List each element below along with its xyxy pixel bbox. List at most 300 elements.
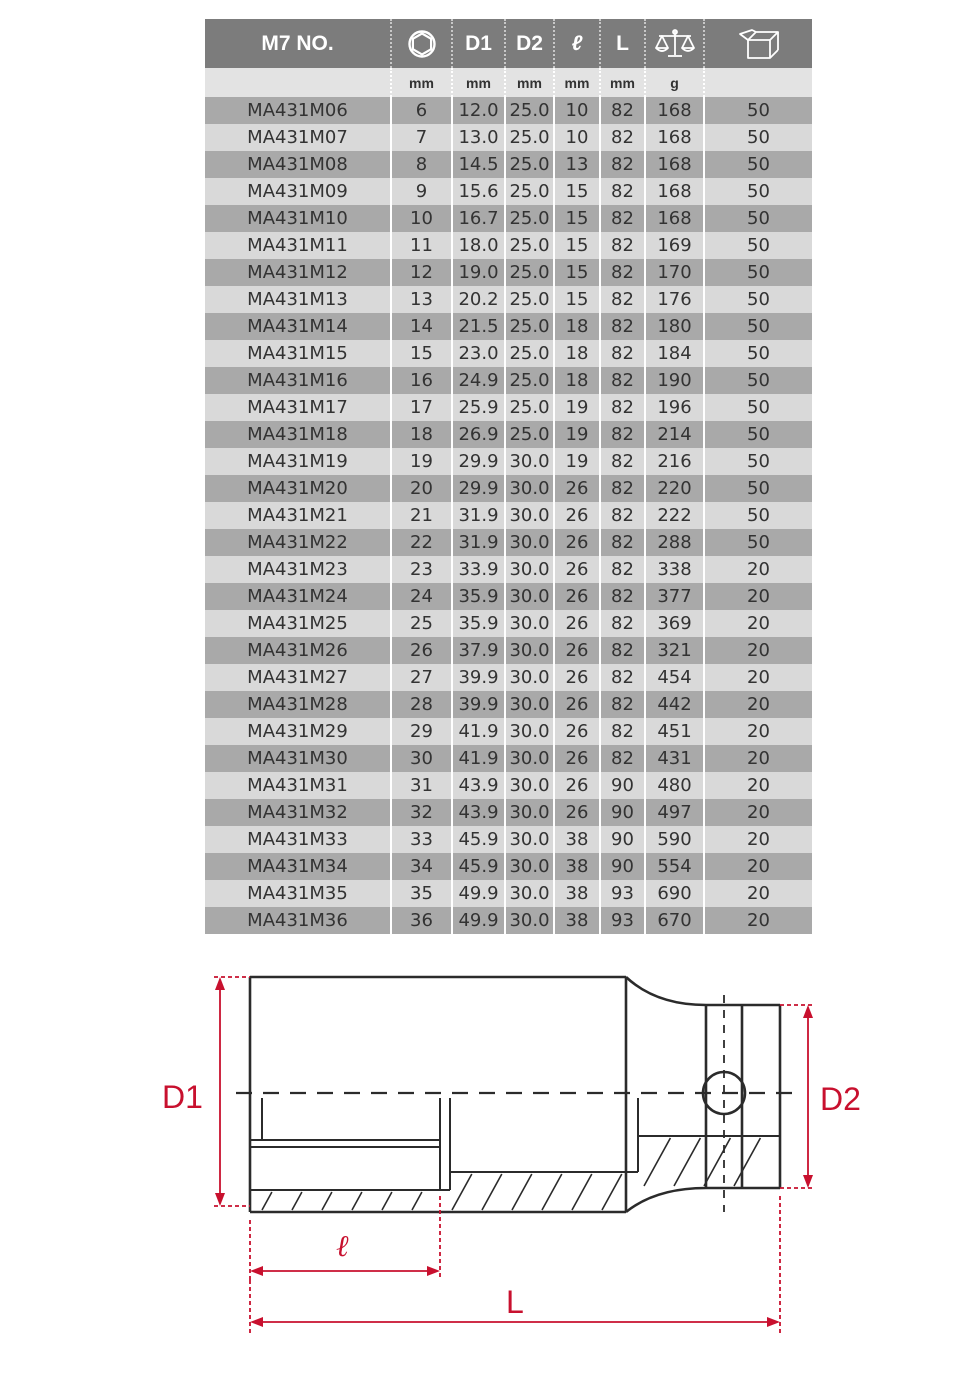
cell-box: 50 [704, 475, 812, 502]
cell-d2: 30.0 [505, 448, 554, 475]
dimension-d1 [214, 977, 250, 1206]
cell-weight: 168 [645, 97, 704, 124]
cell-hex: 29 [391, 718, 452, 745]
table-row [205, 232, 812, 259]
cell-length: 82 [600, 691, 645, 718]
dimension-d2 [780, 1005, 814, 1188]
hatch-line [382, 1192, 392, 1210]
unit-weight: g [645, 68, 704, 97]
table-row [205, 475, 812, 502]
table-row [205, 637, 812, 664]
cell-box: 20 [704, 799, 812, 826]
cell-d1: 43.9 [452, 772, 505, 799]
cell-model: MA431M13 [205, 286, 391, 313]
cell-weight: 190 [645, 367, 704, 394]
cell-box: 50 [704, 367, 812, 394]
cell-depth: 18 [554, 313, 600, 340]
cell-hex: 26 [391, 637, 452, 664]
table-row [205, 151, 812, 178]
cell-weight: 369 [645, 610, 704, 637]
cell-hex: 36 [391, 907, 452, 934]
cell-d1: 16.7 [452, 205, 505, 232]
cell-weight: 216 [645, 448, 704, 475]
cell-model: MA431M06 [205, 97, 391, 124]
cell-d1: 19.0 [452, 259, 505, 286]
table-row [205, 367, 812, 394]
cell-box: 20 [704, 880, 812, 907]
cell-depth: 38 [554, 826, 600, 853]
cell-weight: 220 [645, 475, 704, 502]
cell-model: MA431M08 [205, 151, 391, 178]
table-units-row [205, 68, 812, 97]
cell-d2: 25.0 [505, 205, 554, 232]
header-d1: D1 [452, 19, 505, 68]
cell-d1: 33.9 [452, 556, 505, 583]
cell-weight: 180 [645, 313, 704, 340]
cell-length: 82 [600, 637, 645, 664]
cell-box: 20 [704, 826, 812, 853]
cell-depth: 26 [554, 610, 600, 637]
cell-d1: 26.9 [452, 421, 505, 448]
cell-d2: 30.0 [505, 880, 554, 907]
cell-box: 50 [704, 313, 812, 340]
cell-hex: 20 [391, 475, 452, 502]
cell-weight: 497 [645, 799, 704, 826]
cell-model: MA431M20 [205, 475, 391, 502]
cell-weight: 670 [645, 907, 704, 934]
cell-depth: 19 [554, 448, 600, 475]
cell-hex: 34 [391, 853, 452, 880]
cell-d1: 31.9 [452, 529, 505, 556]
hatch-line [674, 1138, 700, 1186]
table-row [205, 880, 812, 907]
label-d2: D2 [820, 1081, 861, 1117]
cell-length: 82 [600, 259, 645, 286]
cell-depth: 26 [554, 556, 600, 583]
cell-d1: 29.9 [452, 448, 505, 475]
cell-hex: 24 [391, 583, 452, 610]
cell-d2: 30.0 [505, 556, 554, 583]
cell-hex: 23 [391, 556, 452, 583]
cell-model: MA431M07 [205, 124, 391, 151]
cell-d1: 21.5 [452, 313, 505, 340]
hatch-line [322, 1192, 332, 1210]
cell-depth: 26 [554, 475, 600, 502]
cell-length: 90 [600, 772, 645, 799]
cell-d2: 30.0 [505, 745, 554, 772]
cell-model: MA431M23 [205, 556, 391, 583]
table-row [205, 853, 812, 880]
cell-d1: 35.9 [452, 610, 505, 637]
cell-weight: 480 [645, 772, 704, 799]
cell-hex: 28 [391, 691, 452, 718]
cell-length: 90 [600, 853, 645, 880]
table-row [205, 394, 812, 421]
cell-box: 20 [704, 907, 812, 934]
cell-length: 82 [600, 610, 645, 637]
cell-model: MA431M12 [205, 259, 391, 286]
cell-model: MA431M10 [205, 205, 391, 232]
cell-depth: 38 [554, 853, 600, 880]
cell-hex: 27 [391, 664, 452, 691]
hatch-line [452, 1174, 472, 1210]
cell-weight: 168 [645, 205, 704, 232]
cell-weight: 168 [645, 124, 704, 151]
cell-model: MA431M22 [205, 529, 391, 556]
cell-d1: 18.0 [452, 232, 505, 259]
cell-length: 82 [600, 367, 645, 394]
cell-model: MA431M29 [205, 718, 391, 745]
cell-hex: 18 [391, 421, 452, 448]
cell-model: MA431M24 [205, 583, 391, 610]
hatch-line [512, 1174, 532, 1210]
cell-d2: 25.0 [505, 340, 554, 367]
cell-depth: 18 [554, 340, 600, 367]
table-row [205, 448, 812, 475]
label-length: L [506, 1284, 524, 1320]
cell-weight: 214 [645, 421, 704, 448]
table-row [205, 313, 812, 340]
box-quantity-icon [736, 28, 782, 60]
cell-length: 93 [600, 880, 645, 907]
cell-length: 82 [600, 556, 645, 583]
cell-box: 50 [704, 502, 812, 529]
section-hatching [262, 1138, 760, 1210]
cell-length: 82 [600, 448, 645, 475]
cell-hex: 19 [391, 448, 452, 475]
cell-d2: 30.0 [505, 772, 554, 799]
cell-hex: 25 [391, 610, 452, 637]
table-row [205, 259, 812, 286]
cell-hex: 32 [391, 799, 452, 826]
hatch-line [482, 1174, 502, 1210]
cell-d2: 30.0 [505, 718, 554, 745]
cell-length: 82 [600, 340, 645, 367]
cell-model: MA431M09 [205, 178, 391, 205]
cell-d2: 30.0 [505, 610, 554, 637]
cell-d2: 25.0 [505, 151, 554, 178]
cell-d1: 31.9 [452, 502, 505, 529]
cell-box: 20 [704, 610, 812, 637]
cell-d1: 41.9 [452, 718, 505, 745]
table-row [205, 124, 812, 151]
cell-d1: 35.9 [452, 583, 505, 610]
cell-depth: 26 [554, 718, 600, 745]
socket-spec-table [205, 19, 812, 934]
cell-box: 50 [704, 286, 812, 313]
cell-d2: 25.0 [505, 124, 554, 151]
cell-d1: 49.9 [452, 880, 505, 907]
hatch-line [352, 1192, 362, 1210]
cell-weight: 338 [645, 556, 704, 583]
cell-d1: 49.9 [452, 907, 505, 934]
cell-d2: 30.0 [505, 691, 554, 718]
cell-d2: 30.0 [505, 799, 554, 826]
cell-depth: 26 [554, 799, 600, 826]
cell-weight: 431 [645, 745, 704, 772]
table-row [205, 664, 812, 691]
cell-model: MA431M11 [205, 232, 391, 259]
cell-box: 20 [704, 772, 812, 799]
hatch-line [602, 1174, 622, 1210]
hatch-line [734, 1138, 760, 1186]
hatch-line [412, 1192, 422, 1210]
table-row [205, 691, 812, 718]
cell-depth: 15 [554, 286, 600, 313]
cell-hex: 9 [391, 178, 452, 205]
cell-d2: 30.0 [505, 529, 554, 556]
cell-depth: 26 [554, 637, 600, 664]
hatch-line [704, 1138, 730, 1186]
cell-box: 20 [704, 583, 812, 610]
cell-hex: 8 [391, 151, 452, 178]
cell-box: 50 [704, 340, 812, 367]
socket-outline [250, 977, 780, 1212]
cell-depth: 38 [554, 907, 600, 934]
cell-d2: 25.0 [505, 178, 554, 205]
socket-cross-section-diagram [0, 950, 980, 1370]
cell-hex: 35 [391, 880, 452, 907]
unit-d2: mm [505, 68, 554, 97]
header-d2: D2 [505, 19, 554, 68]
cell-box: 50 [704, 232, 812, 259]
cell-hex: 6 [391, 97, 452, 124]
cell-weight: 554 [645, 853, 704, 880]
header-depth: ℓ [554, 19, 600, 68]
cell-weight: 169 [645, 232, 704, 259]
cell-length: 82 [600, 97, 645, 124]
unit-model [205, 68, 391, 97]
cell-d2: 30.0 [505, 637, 554, 664]
cell-d1: 15.6 [452, 178, 505, 205]
cell-model: MA431M21 [205, 502, 391, 529]
cell-length: 90 [600, 826, 645, 853]
cell-model: MA431M36 [205, 907, 391, 934]
hatch-line [262, 1192, 272, 1210]
cell-depth: 26 [554, 772, 600, 799]
table-row [205, 610, 812, 637]
table-row [205, 340, 812, 367]
table-row [205, 178, 812, 205]
header-weight [645, 19, 704, 68]
header-hex-size [391, 19, 452, 68]
cell-d1: 23.0 [452, 340, 505, 367]
cell-weight: 196 [645, 394, 704, 421]
cell-hex: 10 [391, 205, 452, 232]
cell-d2: 25.0 [505, 313, 554, 340]
cell-length: 82 [600, 664, 645, 691]
cell-d2: 30.0 [505, 853, 554, 880]
table-row [205, 286, 812, 313]
cell-weight: 451 [645, 718, 704, 745]
cell-length: 82 [600, 205, 645, 232]
cell-d2: 25.0 [505, 421, 554, 448]
cell-hex: 22 [391, 529, 452, 556]
cell-weight: 168 [645, 151, 704, 178]
label-depth: ℓ [336, 1229, 349, 1264]
cell-length: 82 [600, 286, 645, 313]
cell-box: 20 [704, 637, 812, 664]
cell-length: 82 [600, 502, 645, 529]
cell-d2: 25.0 [505, 97, 554, 124]
cell-length: 82 [600, 313, 645, 340]
cell-box: 20 [704, 745, 812, 772]
cell-model: MA431M35 [205, 880, 391, 907]
table-row [205, 826, 812, 853]
header-model-number: M7 NO. [205, 19, 391, 68]
header-box-quantity [704, 19, 812, 68]
cell-model: MA431M25 [205, 610, 391, 637]
cell-d1: 39.9 [452, 664, 505, 691]
cell-box: 50 [704, 421, 812, 448]
cell-length: 82 [600, 745, 645, 772]
hatch-line [572, 1174, 592, 1210]
cell-box: 20 [704, 853, 812, 880]
cell-depth: 19 [554, 394, 600, 421]
cell-model: MA431M34 [205, 853, 391, 880]
cell-length: 90 [600, 799, 645, 826]
cell-model: MA431M33 [205, 826, 391, 853]
cell-d1: 12.0 [452, 97, 505, 124]
cell-model: MA431M17 [205, 394, 391, 421]
cell-model: MA431M28 [205, 691, 391, 718]
cell-d2: 30.0 [505, 826, 554, 853]
cell-box: 20 [704, 556, 812, 583]
cell-box: 20 [704, 691, 812, 718]
cell-model: MA431M14 [205, 313, 391, 340]
cell-model: MA431M27 [205, 664, 391, 691]
cell-weight: 288 [645, 529, 704, 556]
cell-d2: 25.0 [505, 259, 554, 286]
cell-d2: 25.0 [505, 286, 554, 313]
cell-length: 82 [600, 421, 645, 448]
cell-model: MA431M30 [205, 745, 391, 772]
cell-d1: 45.9 [452, 826, 505, 853]
cell-d1: 20.2 [452, 286, 505, 313]
cell-box: 50 [704, 124, 812, 151]
cell-box: 50 [704, 259, 812, 286]
cell-hex: 13 [391, 286, 452, 313]
cell-box: 50 [704, 151, 812, 178]
table-row [205, 421, 812, 448]
hatch-line [292, 1192, 302, 1210]
cell-weight: 454 [645, 664, 704, 691]
cell-model: MA431M15 [205, 340, 391, 367]
hatch-line [542, 1174, 562, 1210]
table-row [205, 772, 812, 799]
cell-depth: 26 [554, 664, 600, 691]
header-length: L [600, 19, 645, 68]
cell-depth: 18 [554, 367, 600, 394]
cell-d1: 43.9 [452, 799, 505, 826]
cell-hex: 21 [391, 502, 452, 529]
cell-box: 50 [704, 205, 812, 232]
table-row [205, 583, 812, 610]
cell-d2: 30.0 [505, 664, 554, 691]
cell-length: 82 [600, 718, 645, 745]
cell-length: 82 [600, 529, 645, 556]
cell-d1: 13.0 [452, 124, 505, 151]
cell-hex: 14 [391, 313, 452, 340]
cell-length: 82 [600, 583, 645, 610]
cell-depth: 26 [554, 502, 600, 529]
cell-depth: 13 [554, 151, 600, 178]
table-row [205, 529, 812, 556]
cell-model: MA431M32 [205, 799, 391, 826]
cell-box: 50 [704, 97, 812, 124]
cell-length: 82 [600, 124, 645, 151]
cell-d1: 24.9 [452, 367, 505, 394]
cell-d1: 45.9 [452, 853, 505, 880]
cell-box: 50 [704, 529, 812, 556]
table-row [205, 502, 812, 529]
cell-depth: 15 [554, 205, 600, 232]
cell-depth: 10 [554, 124, 600, 151]
cell-depth: 19 [554, 421, 600, 448]
cell-length: 82 [600, 151, 645, 178]
cell-hex: 17 [391, 394, 452, 421]
label-d1: D1 [162, 1079, 203, 1115]
cell-depth: 15 [554, 259, 600, 286]
cell-weight: 170 [645, 259, 704, 286]
cell-d2: 30.0 [505, 475, 554, 502]
cell-length: 82 [600, 475, 645, 502]
cell-hex: 31 [391, 772, 452, 799]
cell-model: MA431M16 [205, 367, 391, 394]
cell-weight: 321 [645, 637, 704, 664]
cell-weight: 176 [645, 286, 704, 313]
cell-depth: 26 [554, 745, 600, 772]
cell-box: 20 [704, 718, 812, 745]
cell-hex: 15 [391, 340, 452, 367]
cell-d2: 25.0 [505, 367, 554, 394]
table-row [205, 799, 812, 826]
cell-box: 50 [704, 448, 812, 475]
table-row [205, 907, 812, 934]
cell-d2: 25.0 [505, 394, 554, 421]
table-row [205, 205, 812, 232]
cell-depth: 26 [554, 691, 600, 718]
cell-box: 50 [704, 178, 812, 205]
unit-depth: mm [554, 68, 600, 97]
cell-model: MA431M31 [205, 772, 391, 799]
cell-hex: 30 [391, 745, 452, 772]
cell-depth: 38 [554, 880, 600, 907]
cell-d2: 30.0 [505, 907, 554, 934]
cell-d2: 25.0 [505, 232, 554, 259]
cell-depth: 15 [554, 232, 600, 259]
cell-d2: 30.0 [505, 502, 554, 529]
unit-box [704, 68, 812, 97]
cell-length: 82 [600, 178, 645, 205]
cell-d1: 39.9 [452, 691, 505, 718]
cell-box: 50 [704, 394, 812, 421]
cell-model: MA431M19 [205, 448, 391, 475]
cell-weight: 184 [645, 340, 704, 367]
cell-hex: 33 [391, 826, 452, 853]
table-row [205, 97, 812, 124]
cell-weight: 442 [645, 691, 704, 718]
cell-hex: 16 [391, 367, 452, 394]
cell-model: MA431M26 [205, 637, 391, 664]
cell-hex: 7 [391, 124, 452, 151]
cell-d1: 41.9 [452, 745, 505, 772]
cell-weight: 690 [645, 880, 704, 907]
cell-d1: 29.9 [452, 475, 505, 502]
cell-depth: 26 [554, 583, 600, 610]
unit-hex: mm [391, 68, 452, 97]
scale-weight-icon [654, 28, 696, 60]
